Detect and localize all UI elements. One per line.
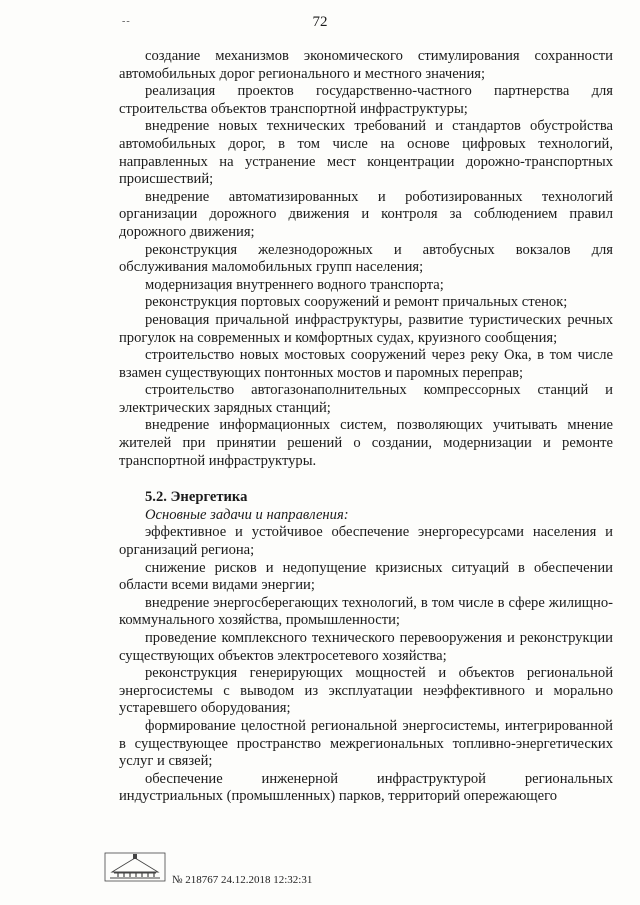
section-title: 5.2. Энергетика — [145, 489, 248, 506]
section-subtitle: Основные задачи и направления: — [145, 506, 349, 523]
paragraph: реконструкция генерирующих мощностей и объектов региональной энергосистемы с выводом из эксплуатации неэффективного и морально устаревшего оборудования; — [119, 665, 613, 717]
paragraph: строительство автогазонаполнительных компрессорных станций и электрических зарядных станций; — [119, 382, 613, 416]
paragraph: строительство новых мостовых сооружений через реку Ока, в том числе взамен существующих понтонных мостов и паромных переправ; — [119, 347, 613, 381]
paragraph: модернизация внутреннего водного транспорта; — [145, 276, 444, 293]
paragraph: внедрение энергосберегающих технологий, в том числе в сфере жилищно-коммунального хозяйства, промышленности; — [119, 594, 613, 629]
page-number: 72 — [312, 14, 328, 30]
doc-number: № 218767 — [172, 874, 219, 886]
document-body — [119, 48, 613, 806]
paragraph: внедрение новых технических требований и стандартов обустройства автомобильных дорог, в том числе на основе цифровых технологий, направленных на устранение мест концентрации дорожно-транспортных происшествий; — [119, 118, 613, 188]
paragraph: реализация проектов государственно-частного партнерства для строительства объектов транспортной инфраструктуры; — [119, 83, 613, 117]
paragraph: создание механизмов экономического стимулирования сохранности автомобильных дорог регионального и местного значения; — [119, 48, 613, 82]
document-registration — [172, 874, 312, 886]
paragraph: внедрение информационных систем, позволяющих учитывать мнение жителей при принятии решений о создании, модернизации и ремонте транспортной инфраструктуры. — [119, 417, 613, 469]
paragraph: реконструкция железнодорожных и автобусных вокзалов для обслуживания маломобильных групп населения; — [119, 241, 613, 276]
paragraph: эффективное и устойчивое обеспечение энергоресурсами населения и организаций региона; — [119, 524, 613, 559]
footer-stamp — [104, 852, 166, 882]
scan-mark: -- — [122, 16, 131, 27]
paragraph: проведение комплексного технического перевооружения и реконструкции существующих объектов электросетевого хозяйства; — [119, 630, 613, 664]
paragraph: снижение рисков и недопущение кризисных ситуаций в обеспечении области всеми видами энергии; — [119, 559, 613, 594]
doc-datetime: 24.12.2018 12:32:31 — [221, 874, 313, 886]
paragraph: реновация причальной инфраструктуры, развитие туристических речных прогулок на современных и комфортных судах, круизного сообщения; — [119, 311, 613, 346]
building-stamp-icon — [104, 852, 166, 882]
paragraph: внедрение автоматизированных и роботизированных технологий организации дорожного движения и контроля за соблюдением правил дорожного движения; — [119, 188, 613, 240]
paragraph: обеспечение инженерной инфраструктурой региональных индустриальных (промышленных) парков, территорий опережающего — [119, 770, 613, 805]
paragraph: формирование целостной региональной энергосистемы, интегрированной в существующее пространство межрегиональных топливно-энергетических услуг и связей; — [119, 717, 613, 770]
paragraph: реконструкция портовых сооружений и ремонт причальных стенок; — [145, 294, 568, 311]
